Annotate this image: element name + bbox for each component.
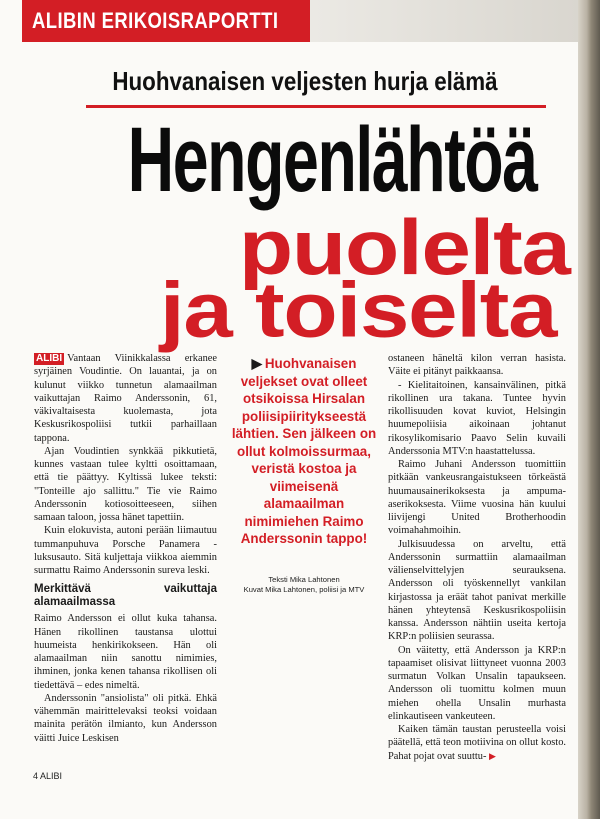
- pull-quote: [230, 355, 378, 548]
- pull-quote-text: Huohvanaisen veljekset ovat olleet otsikoissa Hirsalan poliisipiiritykseestä lähtien. Sen jälkeen on ollut kolmoissurmaa, veristä kostoa ja viimeisenä alamaailman nimimiehen Raimo Anderssonin tappo!: [231, 356, 377, 546]
- headline-line3-text: ja toiselta: [159, 265, 556, 354]
- headline-line1-text: Hengenlähtöä: [127, 109, 537, 211]
- paragraph-text: Kaiken tämän taustan perusteella voisi päätellä, että teon motiivina on ollut kosto. Pahat pojat ovat suuttu-: [388, 724, 566, 762]
- paragraph: [388, 723, 566, 763]
- byline-photos: Kuvat Mika Lahtonen, poliisi ja MTV: [243, 585, 365, 594]
- paragraph: Raimo Juhani Andersson tuomittiin pitkään vankeusrangaistukseen törkeästä huumausainerikoksesta ja ampuma-aserikoksesta. Viime vuosina hän kuului liivijengi United Brotherhoodin voimahahmoihin.: [388, 459, 566, 537]
- play-triangle-icon: ▶: [251, 356, 262, 371]
- alibi-logo: ALIBI: [36, 353, 63, 364]
- subheadline: [60, 66, 550, 97]
- next-page-strip: [300, 0, 578, 42]
- paragraph: Kuin elokuvista, autoni perään liimautuu tummanpuhuva Porsche Panamera -luksusauto. Sitä kuljettaja viikkoa aiemmin surmattu Raimo Anderssonin sureva leski.: [34, 525, 217, 576]
- article-column-1: [34, 352, 217, 745]
- headline-line1: [40, 110, 560, 210]
- section-banner: [22, 0, 310, 42]
- headline-line3: [0, 265, 556, 354]
- paragraph: ostaneen häneltä kilon verran hasista. Väite ei pitänyt paikkaansa.: [388, 353, 566, 378]
- paragraph: On väitetty, että Andersson ja KRP:n tapaamiset olisivat liittyneet vuonna 2003 surmatun Volkan Unsalin tapaukseen. Andersson oli tuomittu kolmen muun miehen ohella Unsalin murhasta elinkautiseen vankeuteen.: [388, 644, 566, 722]
- byline: [228, 575, 380, 595]
- page-number: 4 ALIBI: [33, 771, 63, 781]
- byline-text: Teksti Mika Lahtonen: [268, 575, 340, 584]
- article-column-3: [388, 352, 566, 763]
- paragraph: [34, 352, 217, 445]
- section-heading: Merkittävä vaikuttaja alamaailmassa: [34, 583, 217, 609]
- headline-line2-text: puolelta: [239, 203, 570, 292]
- subheadline-text: Huohvanaisen veljesten hurja elämä: [112, 66, 498, 96]
- paragraph: Raimo Andersson ei ollut kuka tahansa. Hänen rikollinen taustansa ulottui huumeista henkirikokseen. Hän oli alamaailman niin sanottu nimimies, ihminen, jonka kenen tahansa rikollisen oli tiedettävä – edes nimeltä.: [34, 613, 217, 691]
- paragraph: Ajan Voudintien synkkää pikkutietä, kunnes vastaan tulee kyltti osoittamaan, että tie päättyy. Kyltissä lukee teksti: "Tonteille ajo sallittu." Tie vie Raimo Anderssonin kotiosoitteeseen, siihen samaan taloon, jossa hänet tapettiin.: [34, 445, 217, 523]
- continue-arrow-icon: ▶: [489, 750, 496, 761]
- section-banner-text: ALIBIN ERIKOISRAPORTTI: [32, 8, 279, 33]
- paragraph: Julkisuudessa on arveltu, että Anderssonin surmattiin alamaailman välienselvittelyjen seurauksena. Andersson oli työskennellyt vankilan kirjastossa ja eräät tahot panivat merkille hänen yhteytensä Keskusrikospoliisin kanssa. Andersson nähtiin useita kertoja KRP:n poliisien seurassa.: [388, 538, 566, 643]
- subhead-rule: [86, 105, 546, 108]
- paragraph-text: Vantaan Viinikkalassa erkanee syrjäinen Voudintie. On lauantai, ja on kulunut viikko tunnetun alamaailman vaikuttajan Raimo Anderssonin, 61, väkivaltaisesta kuolemasta, jota Keskusrikospoliisi tutkii parhaillaan tappona.: [34, 353, 217, 444]
- paragraph: Anderssonin "ansiolista" oli pitkä. Ehkä vähemmän mairittelevaksi teoksi voidaan mainita perätön ilmianto, kun Andersson väitti Juice Leskisen: [34, 692, 217, 744]
- paragraph: - Kielitaitoinen, kansainvälinen, pitkä rikollinen ura takana. Tuntee hyvin rikollisuuden kovat kuviot, Helsingin huumepoliisia aikoinaan johtanut rikosylikomisario Paavo Selin kuvaili Anderssonia MTV:n haastattelussa.: [388, 379, 566, 457]
- page-binding-edge: [578, 0, 600, 819]
